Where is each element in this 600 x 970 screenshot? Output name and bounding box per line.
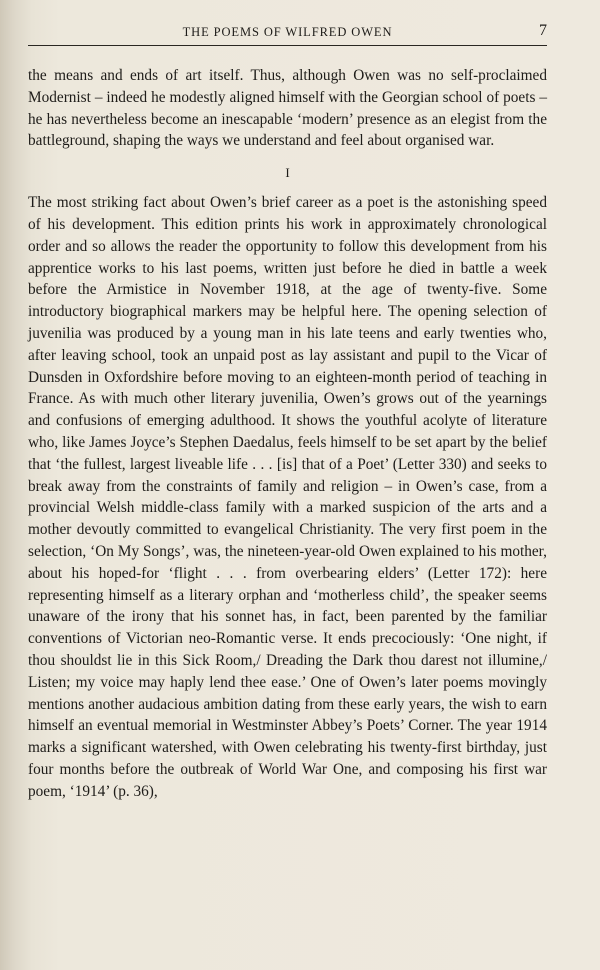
- running-head-title: THE POEMS OF WILFRED OWEN: [182, 25, 393, 39]
- paragraph-1: the means and ends of art itself. Thus, although Owen was no self-proclaimed Modernist – indeed he modestly aligned himself with the Georgian school of poets – he has nevertheless become an inescapable ‘modern’ presence as an elegist from the battleground, shaping the ways we understand and feel about organised war.: [28, 67, 547, 150]
- running-head: [28, 20, 547, 46]
- header-rule: [28, 45, 547, 46]
- page-number: 7: [539, 22, 547, 39]
- section-number: I: [285, 165, 290, 181]
- paragraph-2: The most striking fact about Owen’s brief career as a poet is the astonishing speed of his development. This edition prints his work in approximately chronological order and so allows the reader the opportunity to follow this development from his apprentice works to his last poems, written just before he died in battle a week before the Armistice in November 1918, at the age of twenty-five. Some introductory biographical markers may be helpful here. The opening selection of juvenilia was produced by a young man in his late teens and early twenties who, after leaving school, took an unpaid post as lay assistant and pupil to the Vicar of Dunsden in Oxfordshire before moving to an eighteen-month period of teaching in France. As with much other literary juvenilia, Owen’s grows out of the yearnings and confusions of emerging adulthood. It shows the youthful acolyte of literature who, like James Joyce’s Stephen Daedalus, feels himself to be set apart by the belief that ‘the fullest, largest liveable life . . . [is] that of a Poet’ (Letter 330) and seeks to break away from the constraints of family and religion – in Owen’s case, from a provincial Welsh middle-class family with a marked suspicion of the arts and a mother devoutly committed to evangelical Christianity. The very first poem in the selection, ‘On My Songs’, was, the nineteen-year-old Owen explained to his mother, about his hoped-for ‘flight . . . from overbearing elders’ (Letter 172): here representing himself as a literary orphan and ‘motherless child’, the speaker seems unaware of the irony that his sonnet has, in fact, been parented by the familiar conventions of Victorian neo-Romantic verse. It ends precociously: ‘One night, if thou shouldst lie in this Sick Room,/ Dreading the Dark thou darest not illumine,/ Listen; my voice may haply lend thee ease.’ One of Owen’s later poems movingly mentions another audacious ambition dating from these early years, the wish to earn himself an eventual memorial in Westminster Abbey’s Poets’ Corner. The year 1914 marks a significant watershed, with Owen celebrating his twenty-first birthday, just four months before the outbreak of World War One, and composing his first war poem, ‘1914’ (p. 36),: [28, 194, 547, 800]
- body-text: [28, 65, 547, 803]
